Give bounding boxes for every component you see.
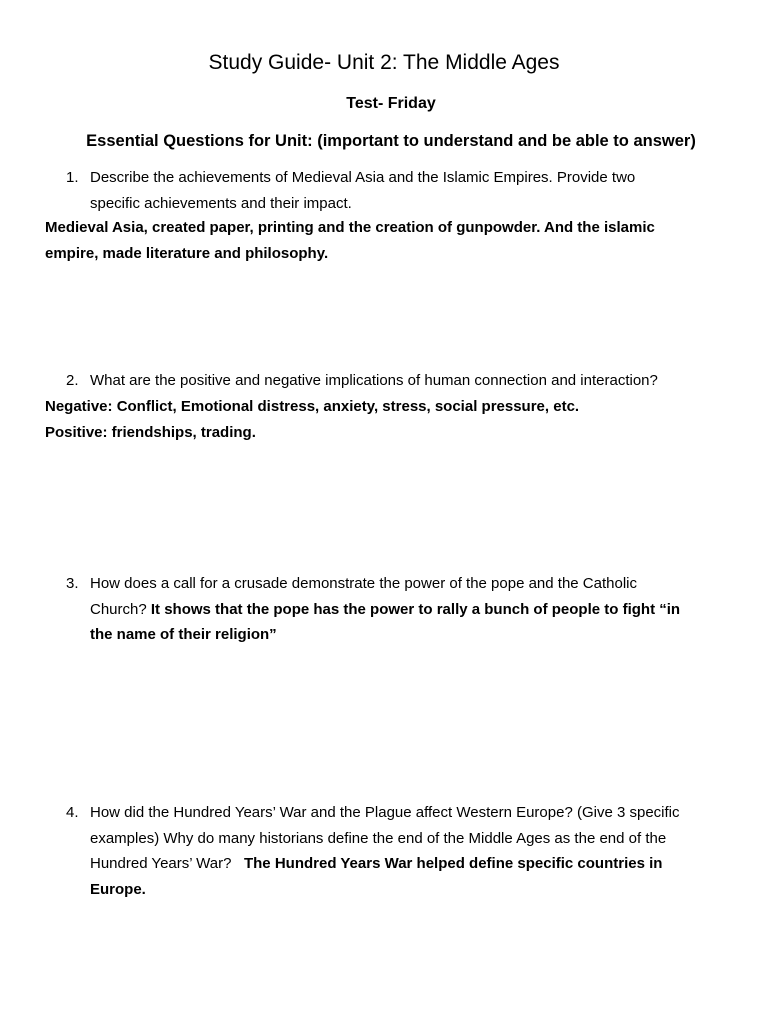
page-subtitle: Test- Friday (346, 95, 436, 112)
answer-text: Negative: Conflict, Emotional distress, anxiety, stress, social pressure, etc. (45, 398, 580, 415)
question-number: 1. (66, 169, 79, 186)
question-text: What are the positive and negative implications of human connection and interaction? (90, 372, 658, 389)
answer-text: the name of their religion” (90, 626, 277, 643)
answer-text: Positive: friendships, trading. (45, 424, 256, 441)
question-text: specific achievements and their impact. (90, 194, 352, 212)
answer-text: Medieval Asia, created paper, printing and the creation of gunpowder. And the islamic (45, 219, 655, 236)
question-text: Hundred Years’ War? (90, 855, 232, 872)
question-2 (66, 368, 730, 394)
question-number: 3. (66, 575, 79, 592)
question-3 (66, 571, 730, 648)
question-text: examples) Why do many historians define the end of the Middle Ages as the end of the (90, 829, 667, 847)
page-title: Study Guide- Unit 2: The Middle Ages (208, 51, 560, 74)
question-number: 4. (66, 804, 79, 821)
question-text: Church? (90, 600, 147, 618)
question-text: How does a call for a crusade demonstrate the power of the pope and the Catholic (90, 575, 637, 592)
answer-2 (45, 394, 695, 446)
essential-questions-heading: Essential Questions for Unit: (important to understand and be able to answer) (86, 132, 696, 150)
question-text: How did the Hundred Years’ War and the Plague affect Western Europe? (Give 3 specific (90, 804, 680, 821)
answer-text: It shows that the pope has the power to rally a bunch of people to fight “in (150, 600, 681, 618)
answer-text: empire, made literature and philosophy. (45, 245, 329, 262)
answer-1 (45, 215, 695, 267)
question-number: 2. (66, 372, 79, 389)
question-1 (66, 165, 730, 216)
answer-text: Europe. (90, 880, 146, 898)
question-line (90, 851, 730, 877)
answer-text: The Hundred Years War helped define specific countries in (243, 855, 663, 872)
question-line (90, 597, 730, 623)
question-4 (66, 800, 730, 902)
question-text: Describe the achievements of Medieval Asia and the Islamic Empires. Provide two (90, 169, 636, 186)
